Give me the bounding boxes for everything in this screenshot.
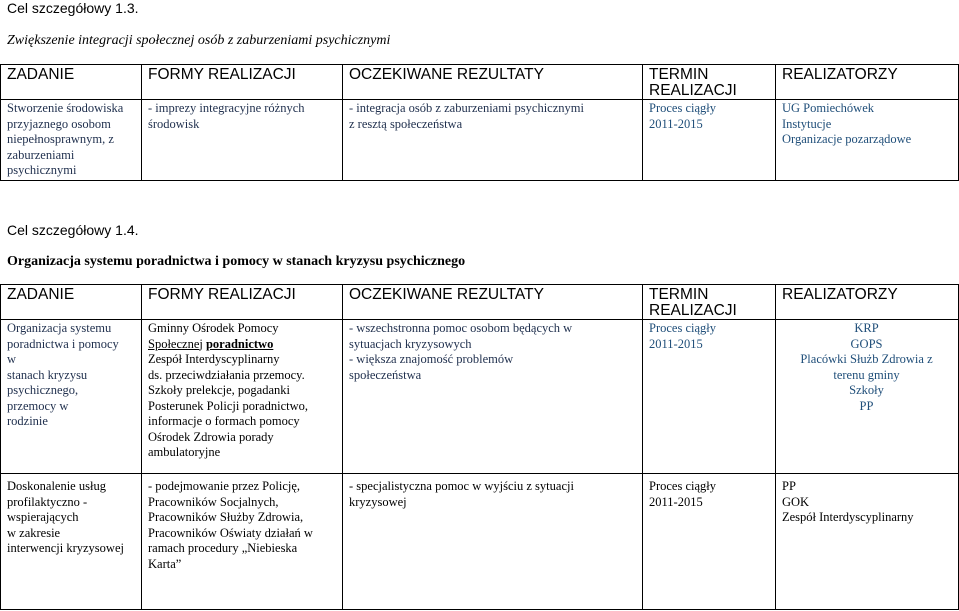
header-forms: FORMY REALIZACJI — [148, 66, 296, 83]
header-task: ZADANIE — [7, 66, 75, 83]
table-row-task: Stworzenie środowiska przyjaznego osobom niepełnosprawnym, z zaburzeniami psychicznymi — [7, 101, 124, 177]
table-row-implementers: UG Pomiechówek Instytucje Organizacje pozarządowe — [782, 101, 912, 146]
header-implementers: REALIZATORZY — [782, 286, 898, 303]
table-row-results: - integracja osób z zaburzeniami psychicznymi z resztą społeczeństwa — [349, 101, 584, 131]
table-row-task: Doskonalenie usług profilaktyczno - wspierających w zakresie interwencji kryzysowej — [7, 479, 124, 555]
table-row-term: Proces ciągły 2011-2015 — [649, 321, 716, 351]
table-row-term: Proces ciągły 2011-2015 — [649, 101, 716, 131]
header-term-2: REALIZACJI — [649, 82, 737, 99]
table-row-forms: Gminny Ośrodek Pomocy Społecznej poradnictwo Zespół Interdyscyplinarny ds. przeciwdziałania przemocy. Szkoły prelekcje, pogadanki Posterunek Policji poradnictwo, informacje o formach pomocy Ośrodek Zdrowia porady ambulatoryjne — [148, 321, 309, 459]
table-1 — [0, 64, 959, 181]
table-row-term: Proces ciągły 2011-2015 — [649, 479, 716, 509]
header-term: TERMIN — [649, 66, 709, 83]
header-results: OCZEKIWANE REZULTATY — [349, 66, 544, 83]
header-task: ZADANIE — [7, 286, 75, 303]
section1-subheading: Zwiększenie integracji społecznej osób z zaburzeniami psychicznymi — [7, 33, 391, 48]
header-implementers: REALIZATORZY — [782, 66, 898, 83]
table-row-forms: - imprezy integracyjne różnych środowisk — [148, 101, 305, 131]
table-row-implementers: KRP GOPS Placówki Służb Zdrowia z terenu gminy Szkoły PP — [800, 321, 933, 413]
header-term-2: REALIZACJI — [649, 302, 737, 319]
table-row-results: - specjalistyczna pomoc w wyjściu z sytuacji kryzysowej — [349, 479, 574, 509]
section1-heading: Cel szczegółowy 1.3. — [7, 0, 139, 16]
section2-heading: Cel szczegółowy 1.4. — [7, 222, 139, 238]
header-term: TERMIN — [649, 286, 709, 303]
section2-subheading: Organizacja systemu poradnictwa i pomocy w stanach kryzysu psychicznego — [7, 254, 466, 269]
header-forms: FORMY REALIZACJI — [148, 286, 296, 303]
table-2 — [0, 284, 959, 610]
table-row-forms: - podejmowanie przez Policję, Pracowników Socjalnych, Pracowników Służby Zdrowia, Pracowników Oświaty działań w ramach procedury „Niebieska Karta” — [148, 479, 313, 571]
table-row-task: Organizacja systemu poradnictwa i pomocy w stanach kryzysu psychicznego, przemocy w rodzinie — [7, 321, 119, 428]
table-row-results: - wszechstronna pomoc osobom będących w sytuacjach kryzysowych - większa znajomość problemów społeczeństwa — [349, 321, 573, 382]
table-row-implementers: PP GOK Zespół Interdyscyplinarny — [782, 479, 914, 524]
header-results: OCZEKIWANE REZULTATY — [349, 286, 544, 303]
